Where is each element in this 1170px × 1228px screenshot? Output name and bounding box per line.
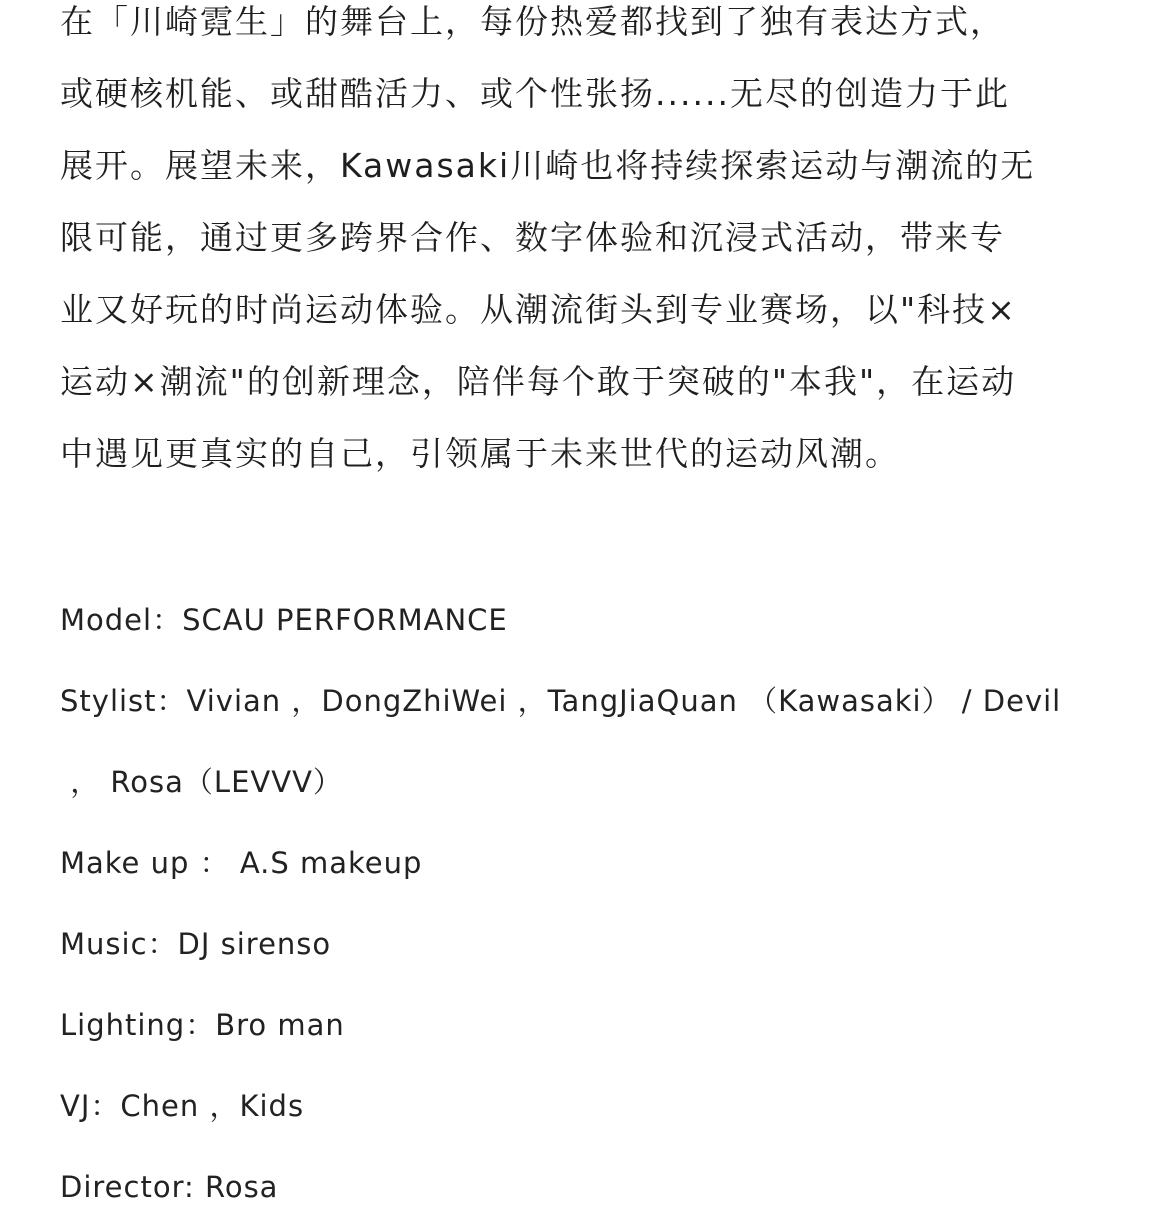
credit-model: Model：SCAU PERFORMANCE (60, 603, 508, 637)
article-body (60, 0, 1112, 504)
paragraph-line: 在「川崎霓生」的舞台上，每份热爱都找到了独有表达方式， (60, 2, 1005, 41)
paragraph-line: 业又好玩的时尚运动体验。从潮流街头到专业赛场，以"科技× (60, 290, 1017, 329)
paragraph-line: 限可能，通过更多跨界合作、数字体验和沉浸式活动，带来专 (60, 218, 1005, 257)
paragraph-line: 中遇见更真实的自己，引领属于未来世代的运动风潮。 (60, 434, 900, 473)
credit-director: Director: Rosa (60, 1170, 279, 1204)
credit-vj: VJ：Chen ，Kids (60, 1089, 305, 1123)
credits-list (60, 580, 1120, 1228)
paragraph-line: 展开。展望未来，Kawasaki川崎也将持续探索运动与潮流的无 (60, 146, 1036, 185)
credit-stylist: Stylist：Vivian ，DongZhiWei ，TangJiaQuan （Kawasaki） / Devil (60, 684, 1062, 718)
paragraph-line: 运动×潮流"的创新理念，陪伴每个敢于突破的"本我"，在运动 (60, 362, 1017, 401)
credit-stylist-continued: ， Rosa（LEVVV） (60, 765, 343, 799)
article-paragraph (60, 0, 1112, 490)
paragraph-line: 或硬核机能、或甜酷活力、或个性张扬......无尽的创造力于此 (60, 74, 1010, 113)
credit-lighting: Lighting：Bro man (60, 1008, 345, 1042)
credit-music: Music：DJ sirenso (60, 927, 332, 961)
credit-makeup: Make up ： A.S makeup (60, 846, 423, 880)
